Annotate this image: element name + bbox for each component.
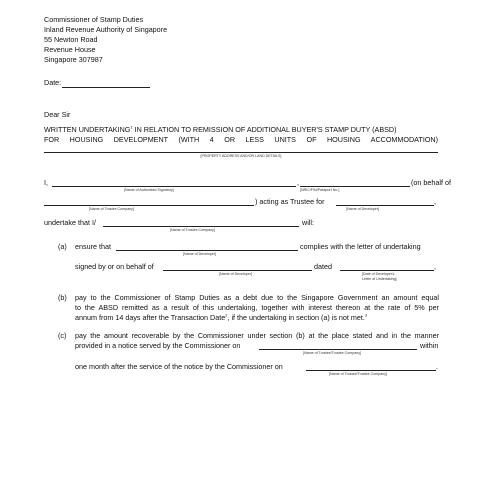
developer-field[interactable]	[336, 205, 434, 206]
address-line-4: Revenue House	[44, 45, 96, 54]
para1-prefix: I,	[44, 178, 48, 187]
heading-line-1	[44, 125, 397, 134]
item-c-end: .	[436, 362, 438, 371]
cap-developer-a: [Name of Developer]	[183, 252, 216, 256]
cap-nric: [NRIC/FIN/Passport No.]	[300, 188, 340, 192]
cap-trustee-c1: [Name of Trustee/Trustee Company]	[303, 351, 361, 355]
property-address-field[interactable]	[44, 152, 438, 153]
undertake-text: undertake that I/	[44, 218, 96, 227]
signatory-name-field[interactable]	[52, 186, 296, 187]
heading-text-b: IN RELATION TO REMISSION OF ADDITIONAL BUYER'S STAMP DUTY (ABSD)	[132, 125, 397, 134]
item-a-ensure: ensure that	[75, 242, 111, 251]
date-field[interactable]	[62, 87, 150, 88]
item-a-dated: dated	[314, 262, 332, 271]
developer-field-a2[interactable]	[163, 270, 312, 271]
cap-trustee-company: [Name of Trustee Company]	[89, 207, 134, 211]
cap-date-2: Letter of Undertaking]	[362, 277, 397, 281]
item-c-label: (c)	[58, 331, 67, 340]
item-c-line-3: one month after the service of the notice by the Commissioner on	[75, 362, 283, 371]
item-c-line-2b: within	[420, 341, 439, 350]
letter-date-field[interactable]	[340, 270, 434, 271]
item-b-line-1: pay to the Commissioner of Stamp Duties as a debt due to the Singapore Government an amount equal	[75, 293, 439, 302]
cap-signatory: [Name of Authorised Signatory]	[124, 188, 174, 192]
para1-comma: ,	[297, 178, 299, 187]
property-caption: [PROPERTY ADDRESS AND/OR LAND DETAILS]	[200, 154, 282, 158]
footnote-ref-3: 3	[364, 312, 368, 318]
trustee-company-field[interactable]	[44, 205, 254, 206]
item-b-line-3a: annum from 14 days after the Transaction Date	[75, 313, 226, 322]
item-b-line-3	[75, 313, 367, 322]
item-b-line-2: to the ABSD remitted as a result of this undertaking, together with interest thereon at the rate of 5% per	[75, 303, 439, 312]
nric-field[interactable]	[300, 186, 410, 187]
footnote-ref-1: 1	[130, 124, 133, 130]
item-b-label: (b)	[58, 293, 67, 302]
trustee-company-field-2[interactable]	[103, 226, 299, 227]
cap-developer-a2: [Name of Developer]	[219, 272, 252, 276]
acting-text: ) acting as Trustee for	[255, 197, 325, 206]
item-a-end: ,	[434, 262, 436, 271]
date-label: Date:	[44, 78, 62, 87]
footnote-ref-2: 2	[225, 312, 228, 318]
item-a-signed: signed by or on behalf of	[75, 262, 154, 271]
item-b-line-3b: , if the undertaking in section (a) is not met.	[227, 313, 365, 322]
item-c-line-1: pay the amount recoverable by the Commissioner under section (b) at the place stated and in the manner	[75, 331, 439, 340]
trustee-field-c2[interactable]	[306, 370, 436, 371]
cap-trustee-company-2: [Name of Trustee Company]	[170, 228, 215, 232]
address-line-1: Commissioner of Stamp Duties	[44, 15, 144, 24]
heading-line-2: FOR HOUSING DEVELOPMENT (WITH 4 OR LESS UNITS OF HOUSING ACCOMMODATION)	[44, 135, 438, 144]
cap-developer: [Name of Developer]	[346, 207, 379, 211]
cap-trustee-c2: [Name of Trustee/Trustee Company]	[329, 372, 387, 376]
address-line-2: Inland Revenue Authority of Singapore	[44, 25, 168, 34]
para1-end-comma: ,	[434, 197, 436, 206]
item-c-line-2a: provided in a notice served by the Commissioner on	[75, 341, 241, 350]
item-a-complies: complies with the letter of undertaking	[300, 242, 421, 251]
heading-text-a: WRITTEN UNDERTAKING	[44, 125, 131, 134]
item-a-label: (a)	[58, 242, 67, 251]
salutation: Dear Sir	[44, 110, 71, 119]
address-line-5: Singapore 307987	[44, 55, 103, 64]
on-behalf-text: (on behalf of	[411, 178, 451, 187]
trustee-field-c1[interactable]	[259, 349, 417, 350]
developer-field-a[interactable]	[116, 250, 298, 251]
address-line-3: 55 Newton Road	[44, 35, 98, 44]
cap-date-1: [Date of Developer's	[362, 272, 395, 276]
will-text: will:	[302, 218, 314, 227]
